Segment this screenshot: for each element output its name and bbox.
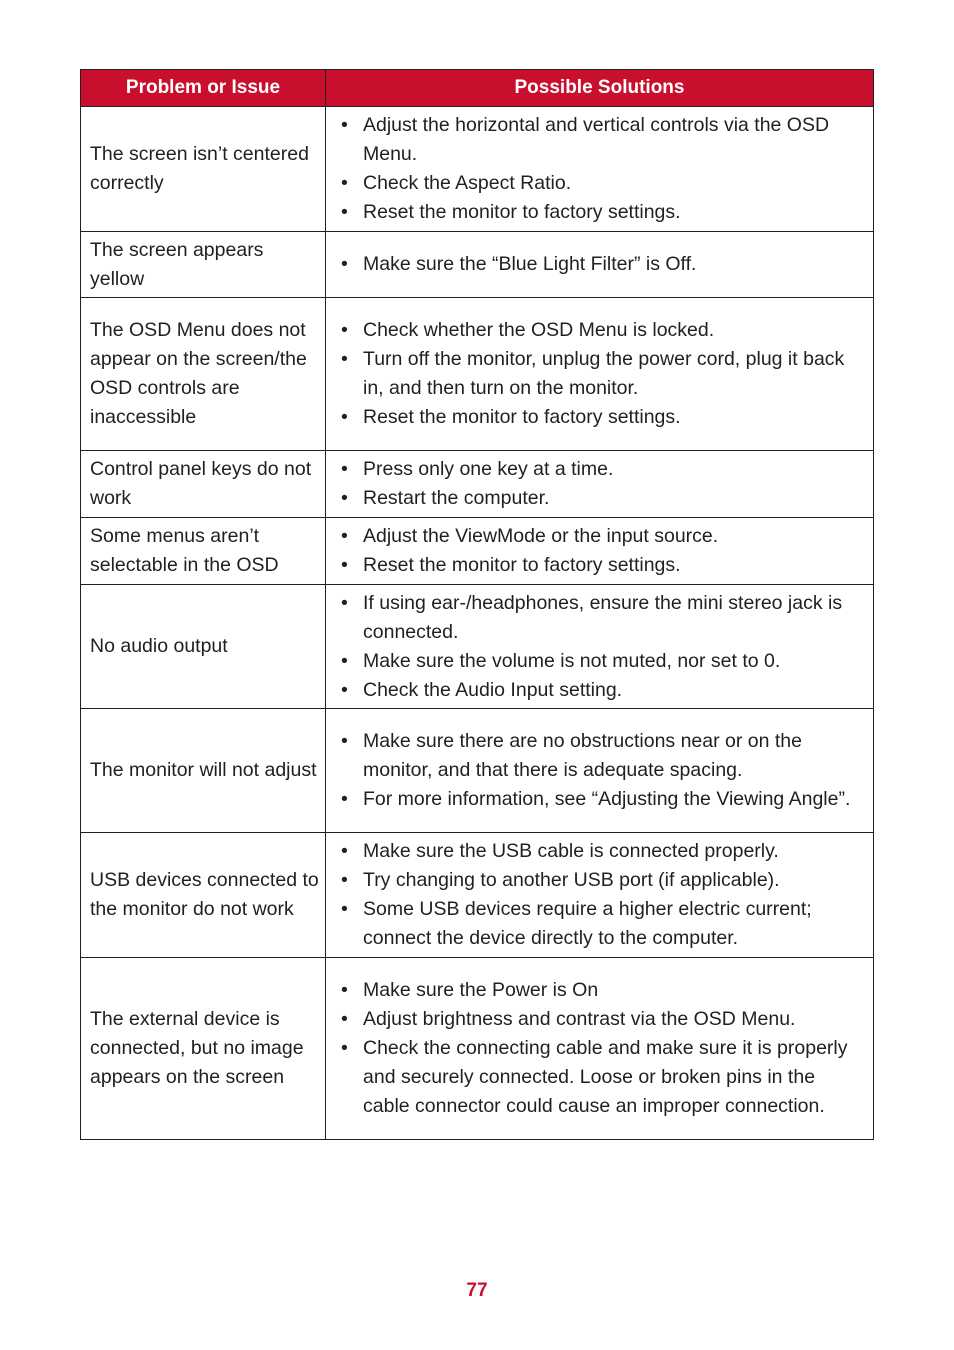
solutions-list	[339, 111, 865, 227]
solution-item: • Restart the computer.	[339, 484, 865, 513]
table-row	[81, 451, 874, 518]
problem-cell: The external device is connected, but no image appears on the screen	[81, 958, 326, 1140]
solution-item: • Make sure the Power is On	[339, 976, 865, 1005]
solutions-list	[339, 455, 865, 513]
solution-item: • Make sure the volume is not muted, nor set to 0.	[339, 647, 865, 676]
table-row	[81, 298, 874, 451]
solution-item: • Make sure the USB cable is connected properly.	[339, 837, 865, 866]
problem-cell: The screen isn’t centered correctly	[81, 107, 326, 232]
table-header-row	[81, 70, 874, 107]
header-problem: Problem or Issue	[81, 70, 326, 107]
problem-cell: The screen appears yellow	[81, 232, 326, 298]
solution-item: • Check the connecting cable and make sure it is properly and securely connected. Loose or broken pins in the cable connector could cause an improper connection.	[339, 1034, 865, 1121]
solutions-cell	[326, 518, 874, 585]
page-number: 77	[466, 1280, 488, 1301]
solution-item: • Reset the monitor to factory settings.	[339, 551, 865, 580]
problem-cell: The monitor will not adjust	[81, 709, 326, 833]
problem-cell: No audio output	[81, 585, 326, 709]
table-row	[81, 585, 874, 709]
solutions-cell	[326, 833, 874, 958]
solution-item: • Try changing to another USB port (if applicable).	[339, 866, 865, 895]
table-row	[81, 958, 874, 1140]
troubleshooting-table	[80, 69, 874, 1140]
solution-item: • Check whether the OSD Menu is locked.	[339, 316, 865, 345]
solutions-list	[339, 727, 865, 814]
solutions-list	[339, 522, 865, 580]
solutions-cell	[326, 451, 874, 518]
solutions-list	[339, 589, 865, 705]
solution-item: • Check the Aspect Ratio.	[339, 169, 865, 198]
solution-item: • For more information, see “Adjusting the Viewing Angle”.	[339, 785, 865, 814]
table-row	[81, 833, 874, 958]
table-row	[81, 107, 874, 232]
solution-item: • Make sure the “Blue Light Filter” is Off.	[339, 250, 865, 279]
solutions-list	[339, 250, 865, 279]
problem-cell: Some menus aren’t selectable in the OSD	[81, 518, 326, 585]
solutions-cell	[326, 958, 874, 1140]
solution-item: • Make sure there are no obstructions near or on the monitor, and that there is adequate spacing.	[339, 727, 865, 785]
table-row	[81, 232, 874, 298]
solution-item: • If using ear-/headphones, ensure the mini stereo jack is connected.	[339, 589, 865, 647]
solution-item: • Reset the monitor to factory settings.	[339, 198, 865, 227]
solution-item: • Adjust the horizontal and vertical controls via the OSD Menu.	[339, 111, 865, 169]
solution-item: • Press only one key at a time.	[339, 455, 865, 484]
solutions-list	[339, 316, 865, 432]
solutions-cell	[326, 232, 874, 298]
table-row	[81, 709, 874, 833]
solution-item: • Check the Audio Input setting.	[339, 676, 865, 705]
problem-cell: USB devices connected to the monitor do not work	[81, 833, 326, 958]
problem-cell: The OSD Menu does not appear on the screen/the OSD controls are inaccessible	[81, 298, 326, 451]
solutions-cell	[326, 298, 874, 451]
solution-item: • Some USB devices require a higher electric current; connect the device directly to the computer.	[339, 895, 865, 953]
problem-cell: Control panel keys do not work	[81, 451, 326, 518]
solution-item: • Adjust the ViewMode or the input source.	[339, 522, 865, 551]
header-solutions: Possible Solutions	[326, 70, 874, 107]
table-row	[81, 518, 874, 585]
solutions-list	[339, 837, 865, 953]
solutions-cell	[326, 709, 874, 833]
solutions-cell	[326, 585, 874, 709]
solutions-cell	[326, 107, 874, 232]
solution-item: • Turn off the monitor, unplug the power cord, plug it back in, and then turn on the monitor.	[339, 345, 865, 403]
table-body	[81, 107, 874, 1140]
solution-item: • Reset the monitor to factory settings.	[339, 403, 865, 432]
solution-item: • Adjust brightness and contrast via the OSD Menu.	[339, 1005, 865, 1034]
solutions-list	[339, 976, 865, 1121]
